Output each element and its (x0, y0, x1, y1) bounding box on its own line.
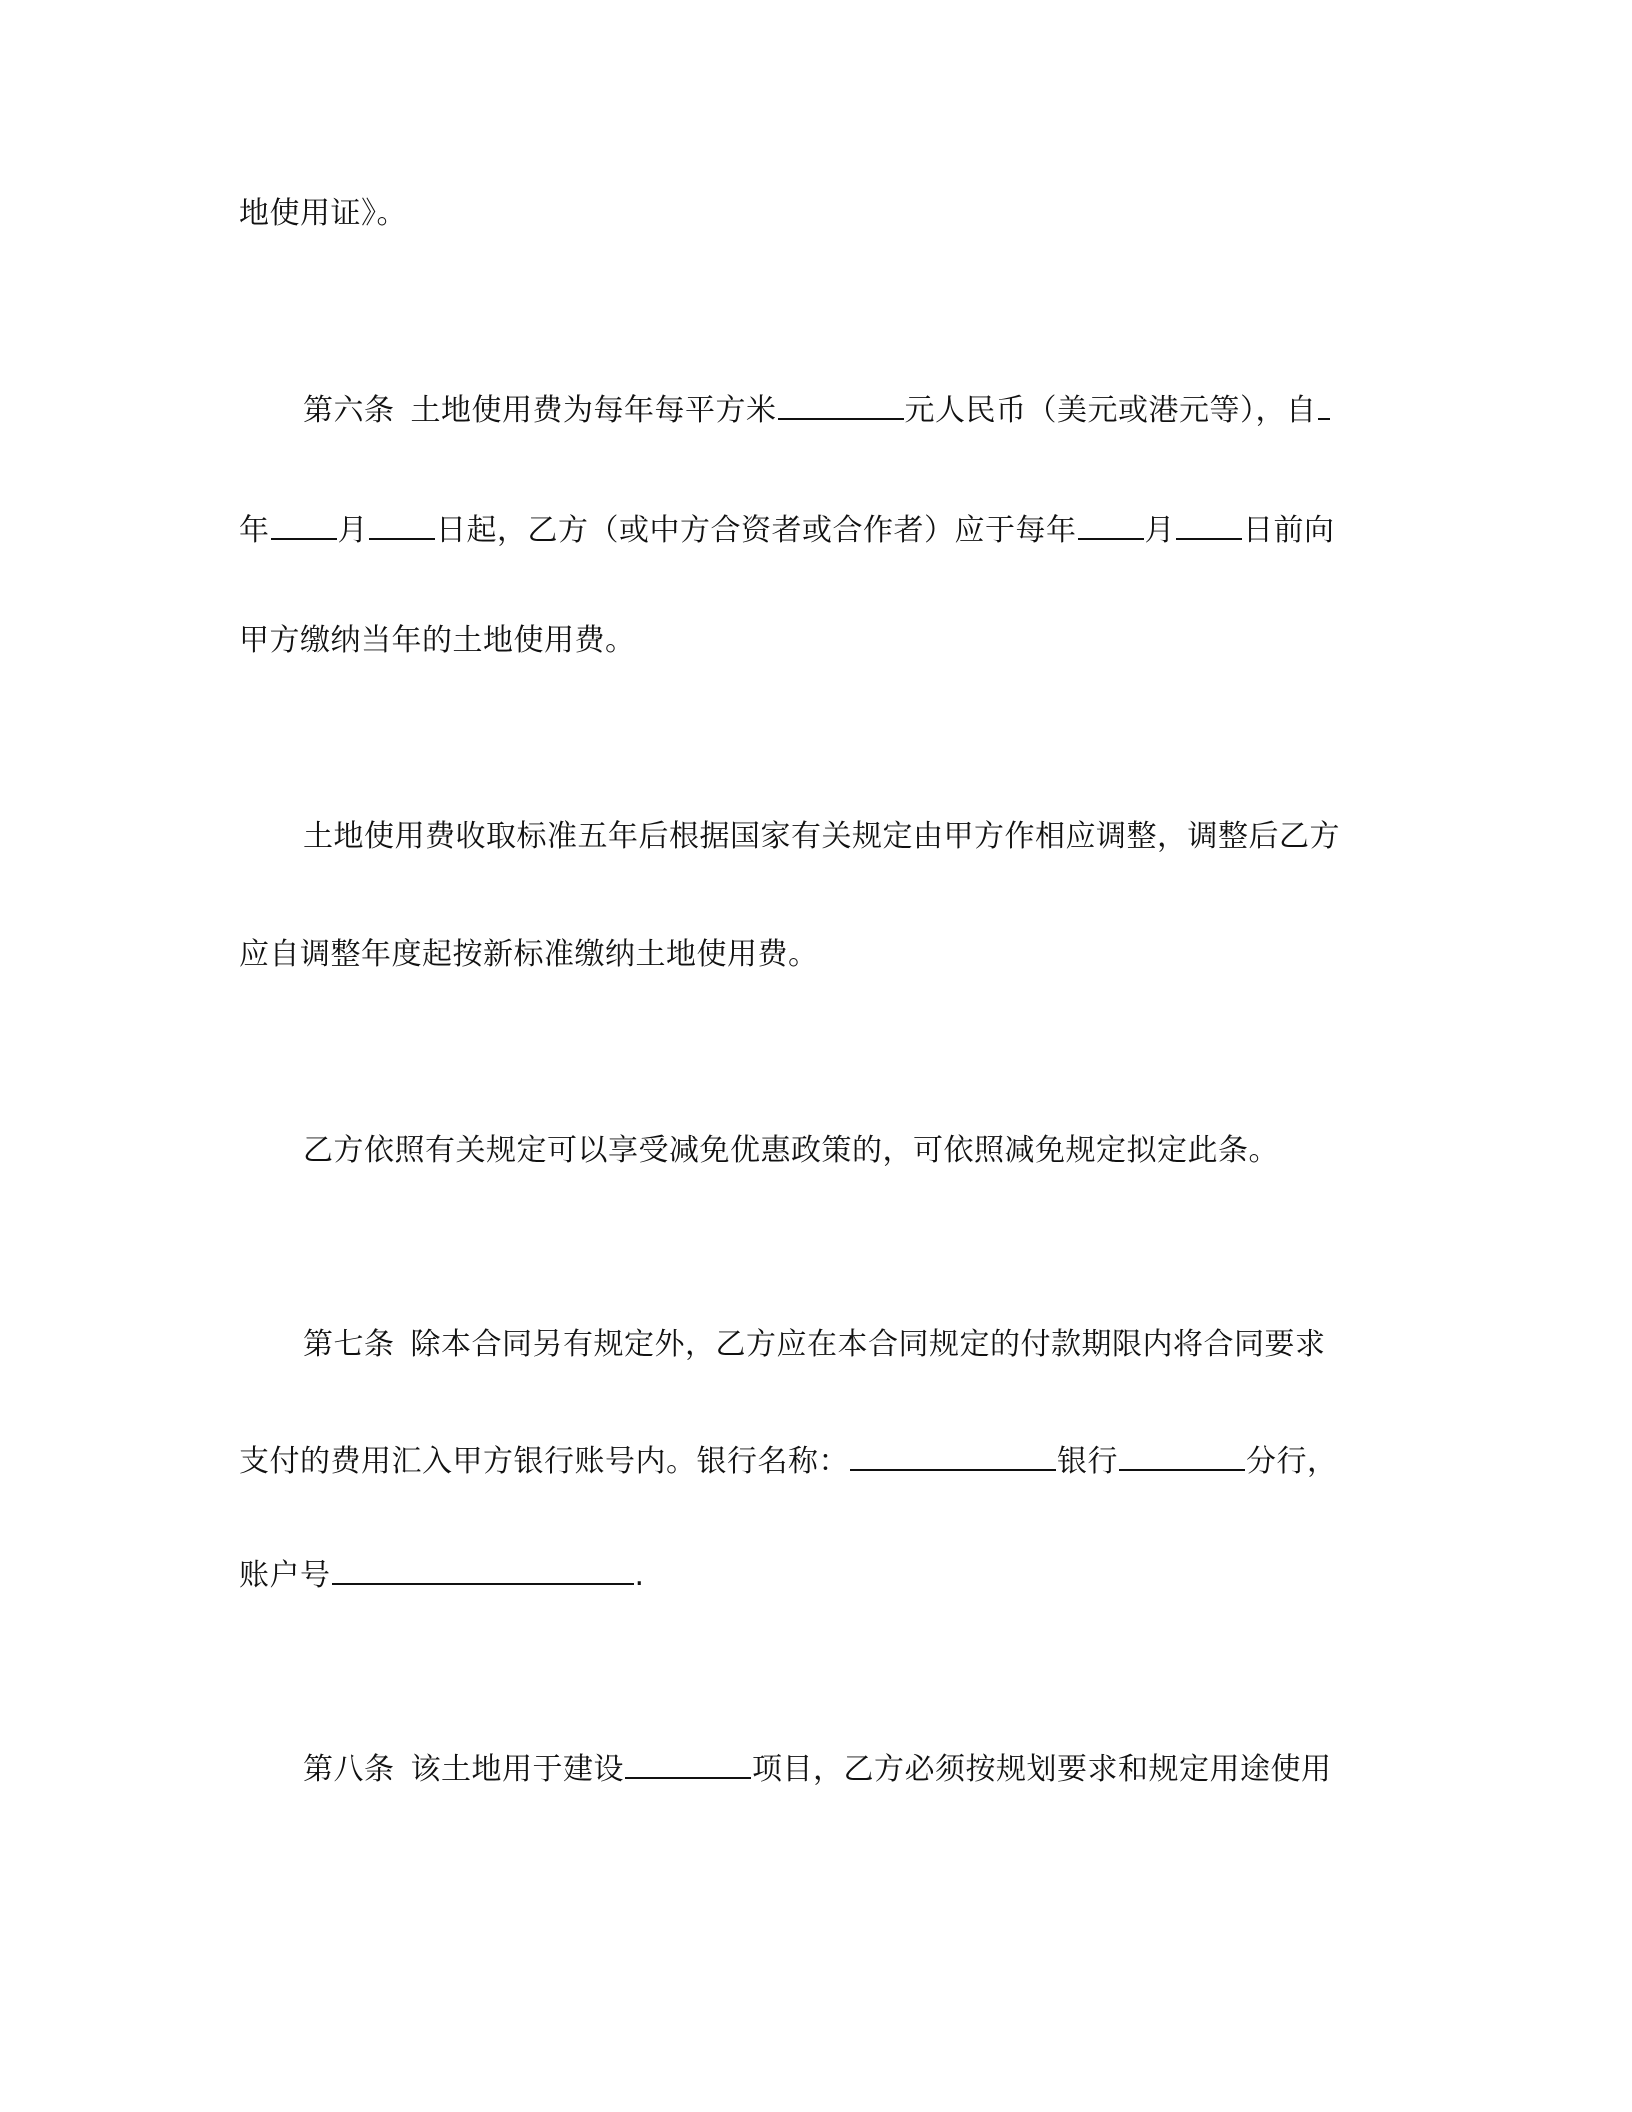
bank-name-blank[interactable] (850, 1441, 1056, 1471)
text-line-3 (239, 510, 1335, 550)
fee-amount-blank[interactable] (778, 390, 904, 420)
text-line-7 (303, 1131, 1279, 1171)
text-segment: 土地使用费收取标准五年后根据国家有关规定由甲方作相应调整，调整后乙方 (303, 819, 1340, 854)
text-segment: 土地使用费为每年每平方米 (410, 393, 777, 428)
text-segment: 日起，乙方（或中方合资者或合作者）应于每年 (436, 513, 1077, 548)
project-name-blank[interactable] (625, 1749, 751, 1779)
text-segment: 甲方缴纳当年的土地使用费。 (239, 623, 636, 658)
text-segment: 元人民币（美元或港元等），自 (904, 393, 1317, 428)
text-segment: 年 (239, 513, 270, 548)
text-segment: 银行 (1057, 1444, 1118, 1479)
start-day-blank[interactable] (369, 510, 435, 540)
due-day-blank[interactable] (1176, 510, 1242, 540)
text-segment: 项目，乙方必须按规划要求和规定用途使用 (752, 1752, 1332, 1787)
article-number: 第八条 (303, 1752, 395, 1787)
text-segment: 分行， (1246, 1444, 1338, 1479)
article-6-heading-line (303, 390, 1331, 430)
text-segment: 乙方依照有关规定可以享受减免优惠政策的，可依照减免规定拟定此条。 (303, 1133, 1279, 1168)
text-line-1 (239, 194, 407, 234)
text-segment: 支付的费用汇入甲方银行账号内。银行名称： (239, 1444, 849, 1479)
text-line-10 (239, 1555, 645, 1595)
text-segment: . (634, 1558, 645, 1593)
article-number: 第七条 (303, 1327, 395, 1362)
text-segment: 地使用证》。 (239, 196, 407, 231)
text-segment: 月 (337, 513, 368, 548)
text-segment: 应自调整年度起按新标准缴纳土地使用费。 (239, 937, 819, 972)
text-segment: 月 (1144, 513, 1175, 548)
account-number-blank[interactable] (332, 1555, 634, 1585)
start-year-blank[interactable] (1318, 390, 1330, 420)
text-segment: 除本合同另有规定外，乙方应在本合同规定的付款期限内将合同要求 (410, 1327, 1326, 1362)
text-segment: 该土地用于建设 (410, 1752, 624, 1787)
article-7-heading-line (303, 1325, 1326, 1365)
text-line-6 (239, 935, 819, 975)
due-month-blank[interactable] (1078, 510, 1144, 540)
text-line-4 (239, 621, 636, 661)
text-segment: 日前向 (1243, 513, 1335, 548)
text-segment: 账户号 (239, 1558, 331, 1593)
text-line-5 (303, 817, 1340, 857)
article-8-heading-line (303, 1749, 1332, 1789)
branch-name-blank[interactable] (1119, 1441, 1245, 1471)
start-month-blank[interactable] (271, 510, 337, 540)
article-number: 第六条 (303, 393, 395, 428)
text-line-9 (239, 1441, 1338, 1481)
